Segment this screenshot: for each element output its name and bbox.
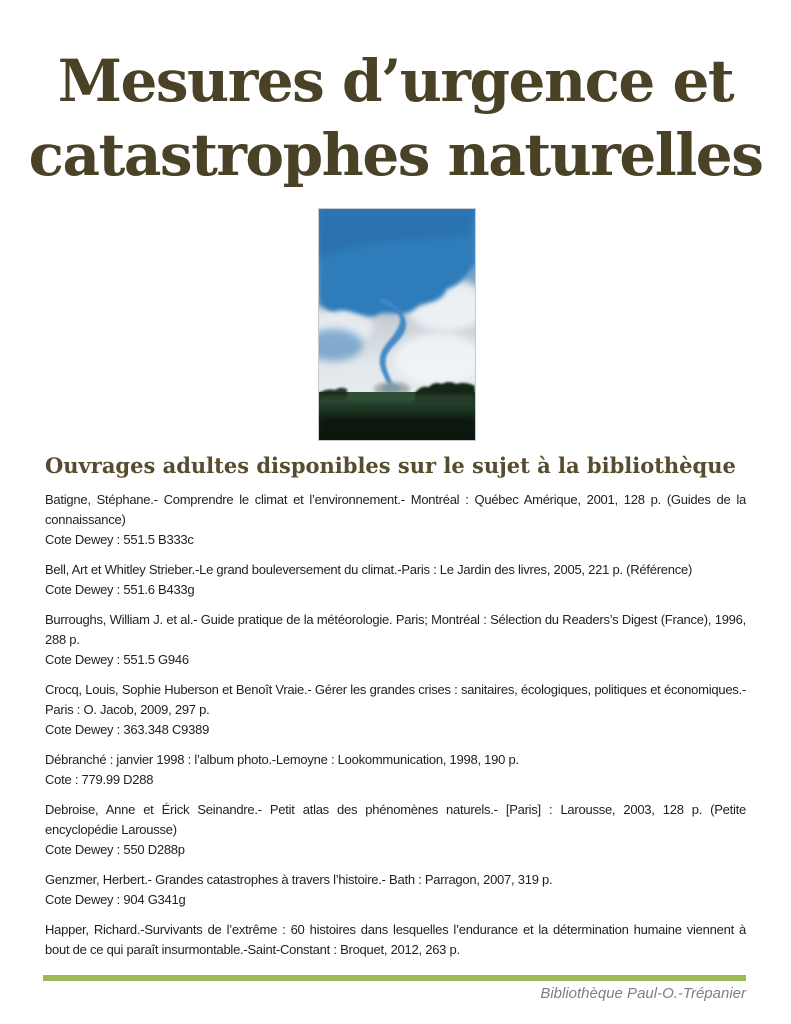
book-call-number: Cote Dewey : 904 G341g	[45, 892, 186, 907]
book-list	[45, 490, 746, 970]
footer-library-name: Bibliothèque Paul-O.-Trépanier	[540, 985, 746, 1002]
book-entry	[45, 870, 746, 910]
tornado-photo	[318, 208, 476, 441]
book-call-number: Cote Dewey : 551.5 B333c	[45, 532, 194, 547]
book-citation: Burroughs, William J. et al.- Guide pratique de la météorologie. Paris; Montréal : Sélection du Readers’s Digest (France), 1996, 288 p.	[45, 612, 746, 647]
book-citation: Batigne, Stéphane.- Comprendre le climat et l’environnement.- Montréal : Québec Amérique, 2001, 128 p. (Guides de la connaissance)	[45, 492, 746, 527]
tornado-illustration	[319, 209, 475, 440]
book-call-number: Cote Dewey : 550 D288p	[45, 842, 185, 857]
debris-core	[382, 384, 400, 392]
page-title-line-2: catastrophes naturelles	[28, 121, 763, 189]
book-entry	[45, 560, 746, 600]
book-call-number: Cote Dewey : 551.5 G946	[45, 652, 189, 667]
book-call-number: Cote Dewey : 363.348 C9389	[45, 722, 210, 737]
book-citation: Crocq, Louis, Sophie Huberson et Benoît Vraie.- Gérer les grandes crises : sanitaires, écologiques, politiques et économiques.-Paris : O. Jacob, 2009, 297 p.	[45, 682, 746, 717]
book-citation: Debroise, Anne et Érick Seinandre.- Petit atlas des phénomènes naturels.- [Paris] : Larousse, 2003, 128 p. (Petite encyclopédie Larousse)	[45, 802, 746, 837]
book-entry	[45, 610, 746, 670]
book-call-number: Cote Dewey : 551.6 B433g	[45, 582, 195, 597]
horizon-strip	[319, 395, 475, 402]
page-title-line-1: Mesures d’urgence et	[57, 47, 734, 115]
page-title	[0, 44, 791, 192]
foreground-grass	[319, 416, 475, 440]
book-entry	[45, 680, 746, 740]
book-citation: Bell, Art et Whitley Strieber.-Le grand bouleversement du climat.-Paris : Le Jardin des livres, 2005, 221 p. (Référence)	[45, 562, 693, 577]
book-entry	[45, 800, 746, 860]
book-citation: Débranché : janvier 1998 : l’album photo.-Lemoyne : Lookommunication, 1998, 190 p.	[45, 752, 519, 767]
book-entry	[45, 490, 746, 550]
section-heading: Ouvrages adultes disponibles sur le sujet à la bibliothèque	[45, 453, 736, 478]
book-citation: Happer, Richard.-Survivants de l’extrême : 60 histoires dans lesquelles l’endurance et la détermination humaine viennent à bout de ce qui paraît insurmontable.-Saint-Constant : Broquet, 2012, 263 p.	[45, 922, 746, 957]
footer-divider-bar	[43, 975, 746, 981]
book-citation: Genzmer, Herbert.- Grandes catastrophes à travers l’histoire.- Bath : Parragon, 2007, 319 p.	[45, 872, 553, 887]
book-entry	[45, 920, 746, 960]
book-call-number: Cote : 779.99 D288	[45, 772, 154, 787]
book-entry	[45, 750, 746, 790]
